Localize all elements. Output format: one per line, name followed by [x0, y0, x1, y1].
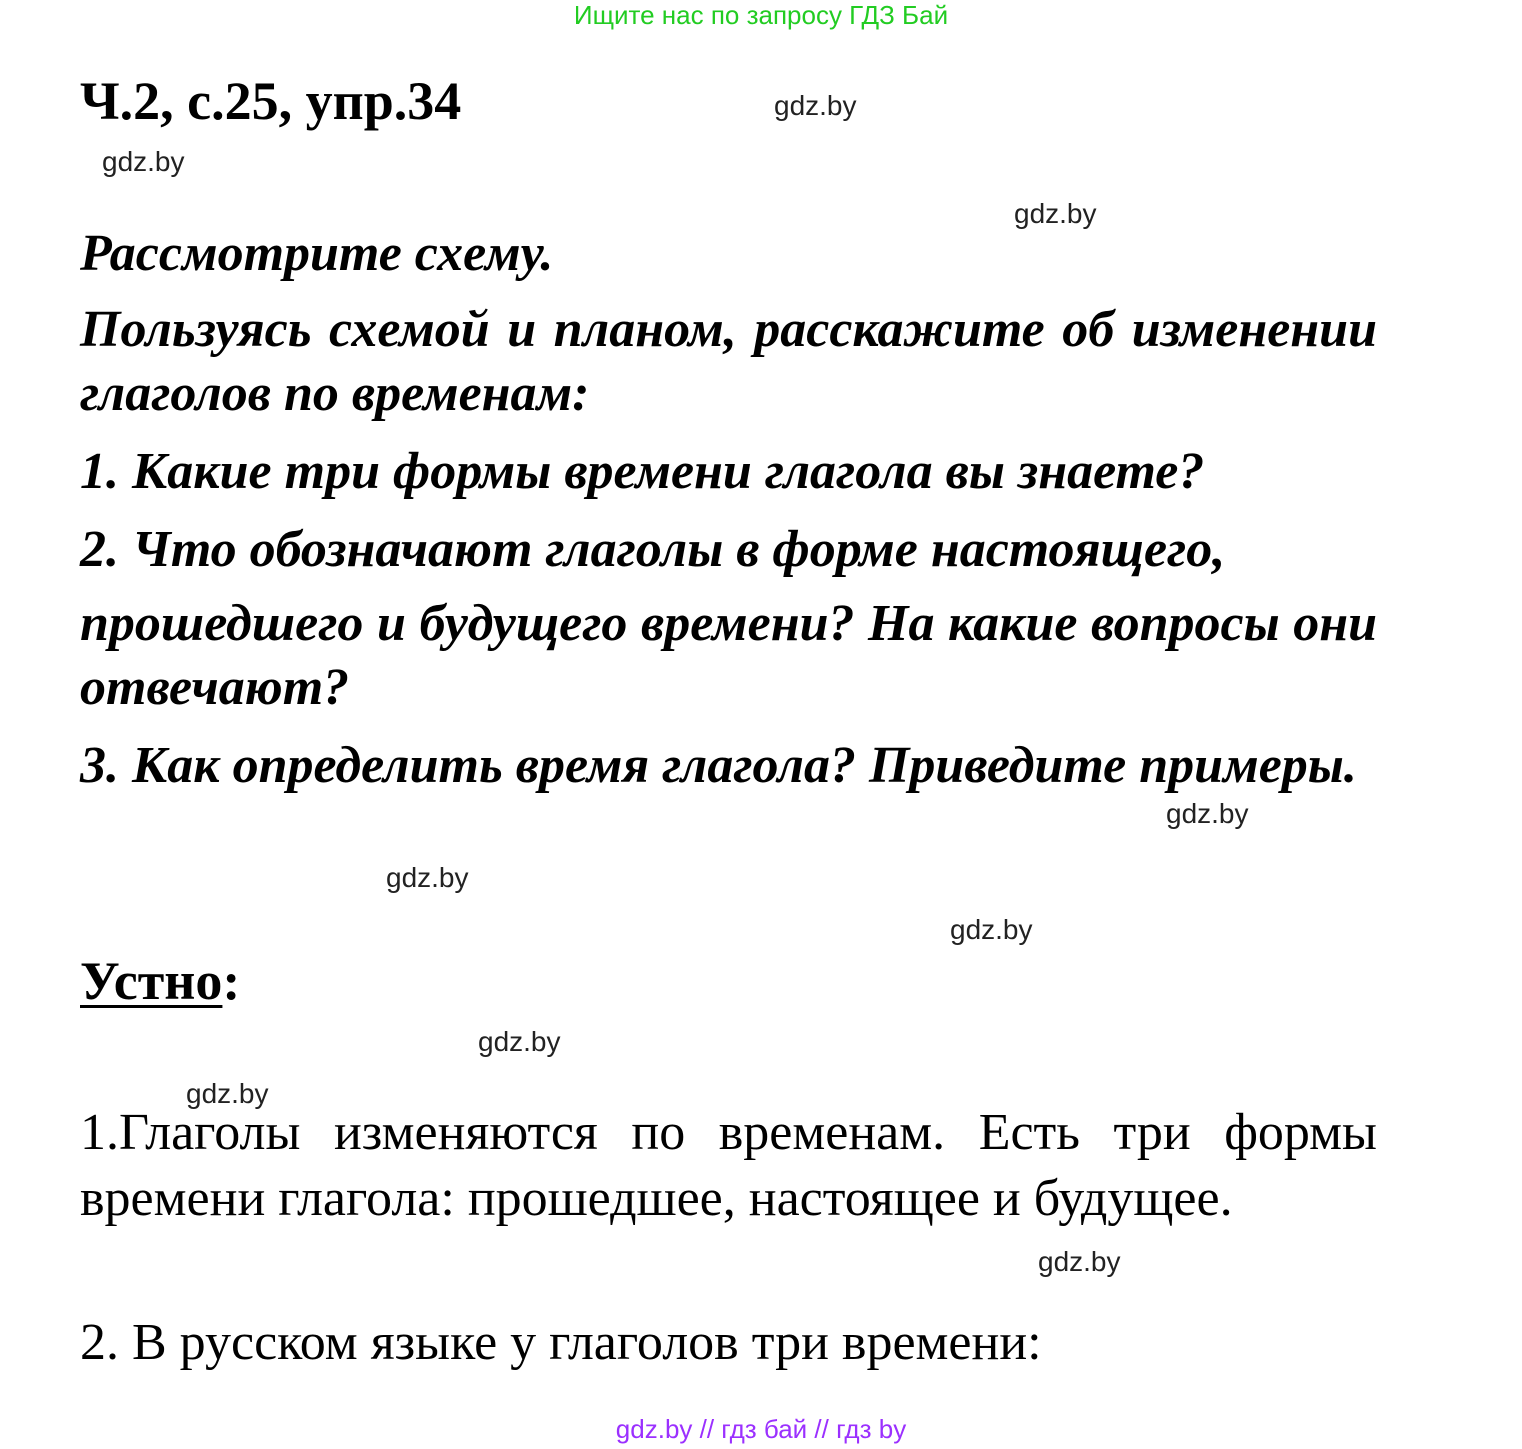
answer-1: 1.Глаголы изменяются по временам. Есть три формы времени глагола: прошедшее, настоящее и будущее.: [80, 1104, 1377, 1227]
footer-watermark: gdz.by // гдз бай // гдз by: [615, 1414, 907, 1444]
watermark: gdz.by: [102, 146, 185, 177]
watermark: gdz.by: [1014, 198, 1097, 229]
watermark: gdz.by: [386, 862, 469, 893]
answer-2: 2. В русском языке у глаголов три времени:: [80, 1314, 1042, 1371]
task-heading: Рассмотрите схему.: [80, 225, 554, 282]
watermark: gdz.by: [186, 1078, 269, 1109]
watermark: gdz.by: [950, 914, 1033, 945]
question-3: 3. Как определить время глагола? Приведите примеры.: [80, 737, 1357, 794]
watermark: gdz.by: [774, 90, 857, 121]
task-instruction: Пользуясь схемой и планом, расскажите об изменении глаголов по временам:: [80, 301, 1377, 422]
watermark: gdz.by: [1038, 1246, 1121, 1277]
oral-colon: :: [222, 951, 241, 1011]
watermark: gdz.by: [1166, 798, 1249, 829]
oral-label: Устно: [80, 951, 223, 1011]
oral-heading: [80, 950, 240, 1012]
question-1: 1. Какие три формы времени глагола вы знаете?: [80, 443, 1205, 500]
question-2-rest: прошедшего и будущего времени? На какие вопросы они отвечают?: [80, 595, 1377, 716]
question-2-line-1: 2. Что обозначают глаголы в форме настоящего,: [80, 521, 1226, 578]
search-banner: Ищите нас по запросу ГДЗ Бай: [573, 0, 949, 30]
watermark: gdz.by: [478, 1026, 561, 1057]
page-title: Ч.2, с.25, упр.34: [80, 71, 462, 131]
